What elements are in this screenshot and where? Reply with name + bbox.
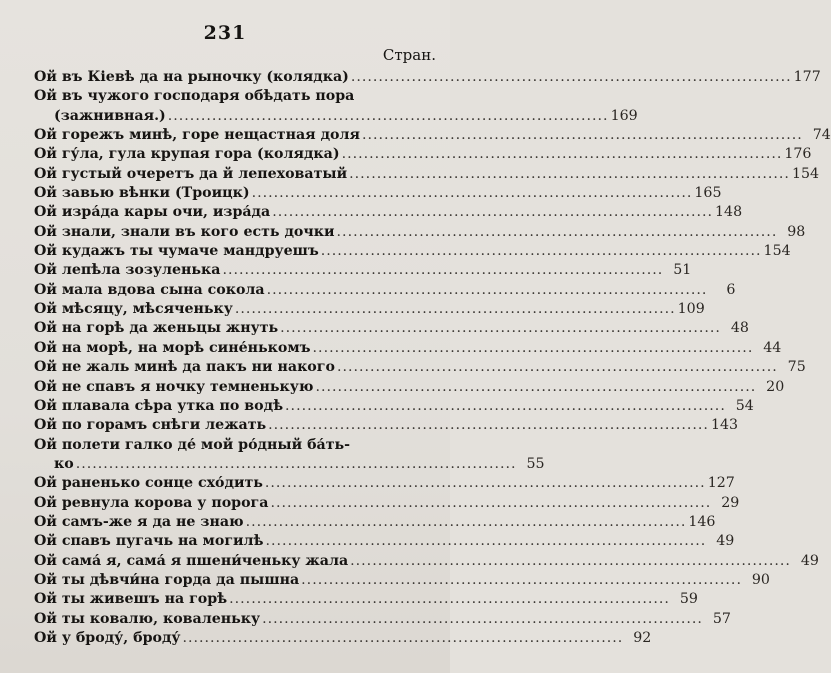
- entry-line: [34, 319, 749, 338]
- index-entry: [34, 397, 754, 416]
- entry-page-number: 57: [712, 610, 731, 627]
- entry-page-number: 90: [751, 571, 770, 588]
- entry-title: ко: [54, 455, 74, 472]
- entry-title: Ой въ чужого господаря обѣдать пора: [34, 88, 355, 105]
- entry-page-number: 29: [721, 494, 740, 511]
- entry-line: [34, 571, 770, 590]
- index-entry: [34, 358, 806, 377]
- entry-title: Ой ты живешъ на горѣ: [34, 591, 228, 608]
- entry-title: Ой изра́да кары очи, изра́да: [34, 204, 271, 221]
- dot-leader: ................................................................................: [265, 533, 707, 550]
- entry-page-number: 20: [766, 378, 785, 395]
- entry-line: [34, 455, 545, 474]
- entry-line: [34, 494, 740, 513]
- entry-page-number: 169: [610, 107, 638, 124]
- dot-leader: ................................................................................: [312, 339, 754, 356]
- entry-line: [34, 590, 698, 609]
- index-entry: [34, 590, 698, 609]
- entry-line: [34, 68, 821, 87]
- entry-line: [34, 474, 735, 493]
- dot-leader: ................................................................................: [182, 629, 624, 646]
- index-entry: [34, 474, 735, 493]
- dot-leader: ................................................................................: [264, 475, 706, 492]
- entry-title: Ой спавъ пугачь на могилѣ: [34, 533, 264, 550]
- entry-title: Ой у броду́, броду́: [34, 629, 181, 646]
- entry-title: Ой кудажъ ты чумаче мандруешъ: [34, 243, 319, 260]
- entry-page-number: 74: [812, 127, 831, 144]
- index-entry: [34, 223, 806, 242]
- entry-title: Ой гу́ла, гула крупая гора (колядка): [34, 146, 340, 163]
- entry-title: Ой знали, знали въ кого есть дочки: [34, 223, 335, 240]
- index-entry: [34, 126, 831, 145]
- entry-line: [34, 242, 791, 261]
- entry-title: Ой плавала сѣра утка по водѣ: [34, 397, 284, 414]
- dot-leader: ................................................................................: [167, 107, 609, 124]
- dot-leader: ................................................................................: [336, 359, 778, 376]
- dot-leader: ................................................................................: [350, 552, 791, 569]
- dot-leader: ................................................................................: [268, 417, 709, 434]
- entry-line: [34, 87, 436, 106]
- entry-title: Ой завью вѣнки (Троицк): [34, 185, 250, 202]
- entry-title: Ой сама́ я, сама́ я пшени́ченьку жала: [34, 552, 349, 569]
- entry-title: Ой не жаль минѣ да пакъ ни накого: [34, 359, 335, 376]
- entry-title: Ой не спавъ я ночку темненькую: [34, 378, 314, 395]
- entry-page-number: 127: [707, 475, 735, 492]
- entry-line: [34, 165, 820, 184]
- index-entry: [34, 378, 785, 397]
- entry-page-number: 154: [763, 243, 791, 260]
- page-number: 231: [203, 22, 247, 44]
- entry-page-number: 59: [679, 591, 698, 608]
- entry-title: Ой мала вдова сына сокола: [34, 281, 265, 298]
- entry-page-number: 49: [716, 533, 735, 550]
- entry-page-number: 55: [526, 455, 545, 472]
- entry-page-number: 109: [677, 301, 705, 318]
- entry-page-number: 49: [800, 552, 819, 569]
- entry-page-number: 143: [710, 417, 739, 434]
- entry-page-number: 44: [763, 339, 782, 356]
- index-entry: [34, 300, 705, 319]
- entry-line: [34, 126, 831, 145]
- entry-line: [34, 339, 782, 358]
- index-entry: [34, 629, 652, 648]
- entry-page-number: 92: [633, 629, 652, 646]
- entry-line: [34, 203, 743, 222]
- dot-leader: ................................................................................: [245, 513, 687, 530]
- dot-leader: ................................................................................: [280, 320, 721, 337]
- index-entry: [34, 242, 791, 261]
- dot-leader: ................................................................................: [301, 571, 742, 588]
- index-entry: [34, 552, 819, 571]
- entry-title: Ой въ Кіевѣ да на рыночку (колядка): [34, 69, 349, 85]
- entry-title: Ой по горамъ снѣги лежать: [34, 417, 267, 434]
- index-entry: [34, 610, 731, 629]
- dot-leader: ................................................................................: [320, 243, 762, 260]
- entry-title: Ой горежъ минѣ, горе нещастная доля: [34, 127, 360, 144]
- entry-page-number: 6: [726, 281, 736, 298]
- entry-line: [34, 261, 692, 280]
- dot-leader: ................................................................................: [262, 610, 703, 627]
- entry-title: Ой ты дѣвчи́на горда да пышна: [34, 571, 300, 588]
- entry-line: [34, 397, 754, 416]
- index-entry: [34, 532, 735, 551]
- entry-page-number: 165: [694, 185, 722, 202]
- index-entry: [34, 87, 638, 126]
- entry-line: [34, 281, 736, 300]
- entry-title: Ой на горѣ да женьцы жнуть: [34, 320, 279, 337]
- entry-title: Ой ты ковалю, коваленьку: [34, 610, 261, 627]
- index-entry: [34, 145, 812, 164]
- index-entry: [34, 513, 716, 532]
- entry-line: [34, 610, 731, 629]
- dot-leader: ................................................................................: [285, 397, 726, 414]
- entry-line: [34, 145, 812, 164]
- entry-page-number: 154: [791, 165, 820, 182]
- entry-title: Ой на морѣ, на морѣ сине́нькомъ: [34, 339, 311, 356]
- index-entry: [34, 203, 743, 222]
- entry-title: Ой ревнула корова у порога: [34, 494, 269, 511]
- entry-title: Ой густый очеретъ да й лепеховатый: [34, 165, 348, 182]
- entry-title: Ой раненько сонце схо́дить: [34, 475, 263, 492]
- dot-leader: ................................................................................: [362, 127, 803, 144]
- index-entry: [34, 165, 820, 184]
- entry-page-number: 48: [730, 320, 749, 337]
- entry-line: [34, 184, 722, 203]
- entry-page-number: 148: [715, 204, 743, 221]
- entry-page-number: 176: [784, 146, 812, 163]
- entry-page-number: 146: [688, 513, 716, 530]
- entry-title: Ой лепѣла зозуленька: [34, 262, 221, 279]
- entry-page-number: 75: [787, 359, 806, 376]
- dot-leader: ................................................................................: [270, 494, 712, 511]
- entry-page-number: 54: [735, 397, 754, 414]
- entry-line: [34, 513, 716, 532]
- index-entry: [34, 281, 736, 300]
- entry-line: [34, 416, 739, 435]
- entry-line: [34, 436, 436, 455]
- index-entry: [34, 416, 739, 435]
- page-column-header: Стран.: [382, 46, 436, 64]
- dot-leader: ................................................................................: [341, 146, 783, 163]
- entry-line: [34, 378, 785, 397]
- entry-line: [34, 223, 806, 242]
- entry-line: [34, 629, 652, 648]
- index-entry: [34, 339, 782, 358]
- index-entry: [34, 494, 740, 513]
- entry-title: Ой полети галко де́ мой ро́дный ба́ть-: [34, 436, 351, 453]
- entry-title: Ой самъ-же я да не знаю: [34, 513, 244, 530]
- entry-line: [34, 532, 735, 551]
- entry-page-number: 51: [673, 262, 692, 279]
- entry-title: Ой мѣсяцу, мѣсяченьку: [34, 301, 233, 318]
- index-entry: [34, 436, 545, 475]
- entry-page-number: 177: [793, 69, 821, 85]
- dot-leader: ................................................................................: [75, 455, 517, 472]
- entry-line: [34, 300, 705, 319]
- entry-title: (зажнивная.): [54, 107, 166, 124]
- dot-leader: ................................................................................: [336, 223, 778, 240]
- dot-leader: ................................................................................: [350, 69, 792, 85]
- index-entry: [34, 571, 770, 590]
- index-entries: [34, 68, 831, 648]
- dot-leader: ................................................................................: [229, 591, 670, 608]
- entry-line: [34, 552, 819, 571]
- dot-leader: ................................................................................: [315, 378, 757, 395]
- dot-leader: ................................................................................: [266, 281, 708, 298]
- index-entry: [34, 184, 722, 203]
- dot-leader: ................................................................................: [272, 204, 714, 221]
- entry-line: [34, 107, 638, 126]
- dot-leader: ................................................................................: [222, 262, 664, 279]
- entry-page-number: 98: [787, 223, 806, 240]
- entry-line: [34, 358, 806, 377]
- dot-leader: ................................................................................: [234, 301, 676, 318]
- index-entry: [34, 261, 692, 280]
- dot-leader: ................................................................................: [349, 165, 790, 182]
- index-entry: [34, 319, 749, 338]
- dot-leader: ................................................................................: [251, 185, 693, 202]
- index-entry: [34, 68, 821, 87]
